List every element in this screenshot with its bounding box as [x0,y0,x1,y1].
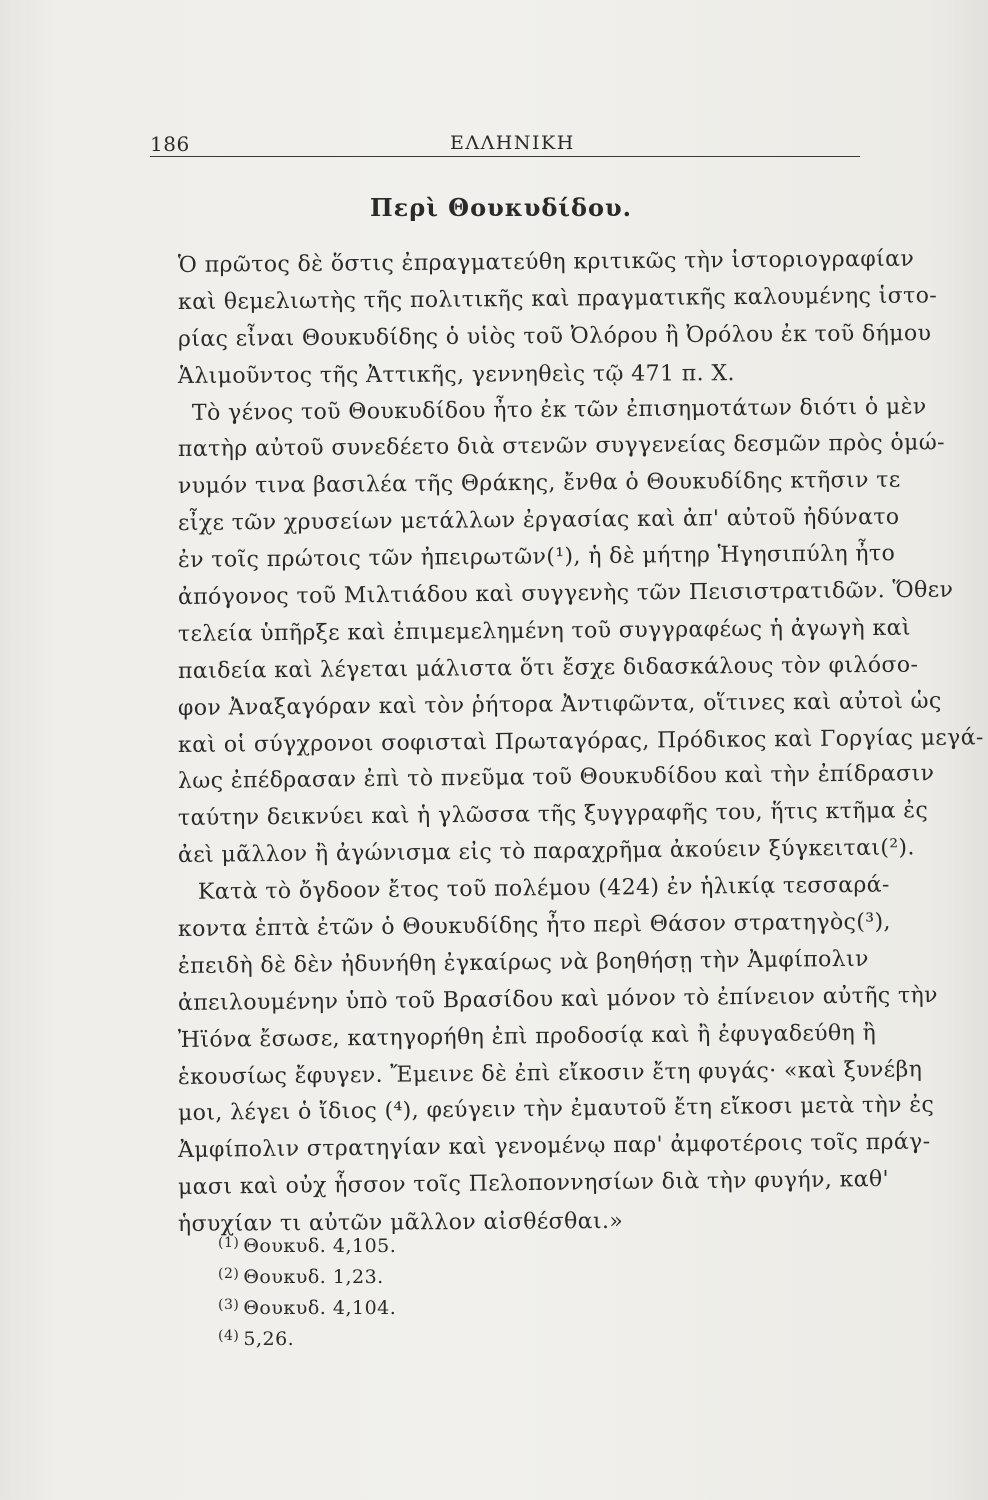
body-line: ἡσυχίαν τι αὐτῶν μᾶλλον αἰσθέσθαι.» [177,1209,624,1238]
footnote [218,1259,396,1290]
header-rule [150,156,860,157]
body-line: μασι καὶ οὐχ ἧσσον τοῖς Πελοποννησίων διὰ τὴν φυγήν, καθ' [177,1167,890,1201]
footnote-mark: (2) [218,1266,240,1282]
body-line: λως ἐπέδρασαν ἐπὶ τὸ πνεῦμα τοῦ Θουκυδίδου καὶ τὴν ἐπίδρασιν [177,761,935,795]
footnote-mark: (3) [218,1297,240,1313]
body-line: καὶ οἱ σύγχρονοι σοφισταὶ Πρωταγόρας, Πρόδικος καὶ Γοργίας μεγά- [177,724,984,758]
footnote-text: Θουκυδ. 4,105. [243,1235,397,1257]
footnote-mark: (4) [218,1328,240,1344]
body-line: μοι, λέγει ὁ ἴδιος (⁴), φεύγειν τὴν ἐμαυτοῦ ἔτη εἴκοσι μετὰ τὴν ἐς [177,1092,935,1127]
footnote [218,1228,396,1259]
body-line: Ἠϊόνα ἔσωσε, κατηγορήθη ἐπὶ προδοσίᾳ καὶ ἢ ἐφυγαδεύθη ἢ [177,1020,877,1053]
body-line: ἀπόγονος τοῦ Μιλτιάδου καὶ συγγενὴς τῶν Πεισιστρατιδῶν. Ὅθεν [177,577,954,611]
body-line: νυμόν τινα βασιλέα τῆς Θράκης, ἔνθα ὁ Θουκυδίδης κτῆσιν τε [177,468,901,500]
body-line: Ὁ πρῶτος δὲ ὅστις ἐπραγματεύθη κριτικῶς τὴν ἱστοριογραφίαν [177,246,915,278]
body-line: παιδεία καὶ λέγεται μάλιστα ὅτι ἔσχε διδασκάλους τὸν φιλόσο- [177,652,919,684]
body-line: Κατὰ τὸ ὄγδοον ἔτος τοῦ πολέμου (424) ἐν ἡλικίᾳ τεσσαρά- [197,872,890,905]
footnote-text: 5,26. [243,1328,295,1350]
footnote [218,1321,396,1352]
body-line: ἑκουσίως ἔφυγεν. Ἔμεινε δὲ ἐπὶ εἴκοσιν ἔτη φυγάς· «καὶ ξυνέβη [177,1056,923,1090]
body-line: τελεία ὑπῆρξε καὶ ἐπιμεμελημένη τοῦ συγγραφέως ἡ ἀγωγὴ καὶ [177,615,911,647]
body-line: Ἁλιμοῦντος τῆς Ἀττικῆς, γεννηθεὶς τῷ 471 π. Χ. [177,360,735,389]
footnote-text: Θουκυδ. 1,23. [243,1266,384,1288]
body-line: ρίας εἶναι Θουκυδίδης ὁ υἱὸς τοῦ Ὀλόρου ἢ Ὀρόλου ἐκ τοῦ δήμου [177,320,932,352]
page-number: 186 [150,132,190,156]
body-line: εἶχε τῶν χρυσείων μετάλλων ἐργασίας καὶ ἀπ' αὐτοῦ ἠδύνατο [177,504,900,537]
body-line: πατὴρ αὐτοῦ συνεδέετο διὰ στενῶν συγγενείας δεσμῶν πρὸς ὁμώ- [177,430,946,463]
footnotes [218,1228,396,1352]
footnote-text: Θουκυδ. 4,104. [243,1297,397,1319]
body-line: ἀεὶ μᾶλλον ἢ ἀγώνισμα εἰς τὸ παραχρῆμα ἀκούειν ξύγκειται(²). [177,835,916,869]
body-line: κοντα ἑπτὰ ἐτῶν ὁ Θουκυδίδης ἦτο περὶ Θάσον στρατηγὸς(³), [177,909,892,943]
section-title: Περὶ Θουκυδίδου. [370,193,633,222]
footnote-mark: (1) [218,1235,240,1251]
body-line: ἐν τοῖς πρώτοις τῶν ἠπειρωτῶν(¹), ἡ δὲ μήτηρ Ἡγησιπύλη ἦτο [177,541,896,574]
body-text [177,246,984,1244]
body-line: ἀπειλουμένην ὑπὸ τοῦ Βρασίδου καὶ μόνον τὸ ἐπίνειον αὐτῆς τὴν [177,982,939,1016]
running-head: ΕΛΛΗΝΙΚΗ [450,132,575,154]
body-line: Τὸ γένος τοῦ Θουκυδίδου ἦτο ἐκ τῶν ἐπισημοτάτων διότι ὁ μὲν [191,394,927,426]
body-line: φον Ἀναξαγόραν καὶ τὸν ῥήτορα Ἀντιφῶντα, οἵτινες καὶ αὐτοὶ ὡς [177,688,942,721]
body-line: ἐπειδὴ δὲ δὲν ἠδυνήθη ἐγκαίρως νὰ βοηθήσῃ τὴν Ἀμφίπολιν [177,946,869,979]
body-line: Ἀμφίπολιν στρατηγίαν καὶ γενομένῳ παρ' ἀμφοτέροις τοῖς πράγ- [177,1129,931,1164]
body-line: καὶ θεμελιωτὴς τῆς πολιτικῆς καὶ πραγματικῆς καλουμένης ἱστο- [177,283,938,315]
footnote [218,1290,396,1321]
page-header [150,128,860,154]
body-line: ταύτην δεικνύει καὶ ἡ γλῶσσα τῆς ξυγγραφῆς του, ἥτις κτῆμα ἐς [177,798,929,832]
